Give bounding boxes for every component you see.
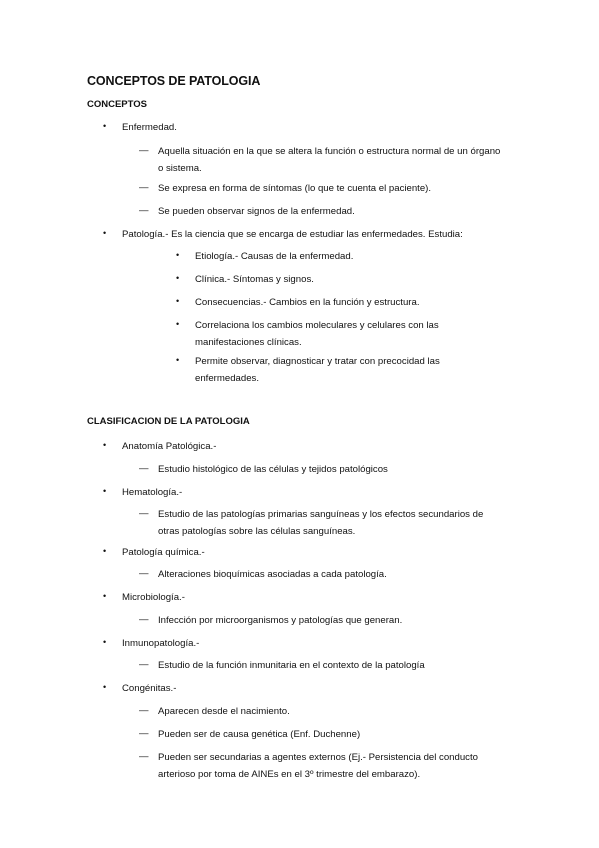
dash-icon: —: [139, 145, 149, 156]
sub-item: Se expresa en forma de síntomas (lo que te cuenta el paciente).: [158, 183, 432, 194]
bullet-icon: •: [176, 355, 180, 365]
list-item: Hematología.-: [122, 487, 183, 498]
sub-item: Consecuencias.- Cambios en la función y estructura.: [195, 297, 420, 308]
sub-item: Clínica.- Síntomas y signos.: [195, 274, 314, 285]
bullet-icon: •: [103, 228, 107, 238]
bullet-icon: •: [103, 486, 107, 496]
section-heading-clasificacion: CLASIFICACION DE LA PATOLOGIA: [87, 416, 250, 427]
bullet-icon: •: [176, 250, 180, 260]
dash-icon: —: [139, 728, 149, 739]
sub-item: Estudio de las patologías primarias sanguíneas y los efectos secundarios de otras patologías sobre las células sanguíneas.: [158, 509, 484, 537]
sub-item: Alteraciones bioquímicas asociadas a cada patología.: [158, 569, 387, 580]
sub-item: Estudio de la función inmunitaria en el contexto de la patología: [158, 660, 425, 671]
dash-icon: —: [139, 508, 149, 519]
bullet-icon: •: [103, 121, 107, 131]
sub-item: Se pueden observar signos de la enfermedad.: [158, 206, 355, 217]
bullet-icon: •: [103, 682, 107, 692]
bullet-icon: •: [103, 546, 107, 556]
list-item: Anatomía Patológica.-: [122, 441, 217, 452]
bullet-icon: •: [103, 591, 107, 601]
sub-item: Pueden ser secundarias a agentes externos (Ej.- Persistencia del conducto arterioso por toma de AINEs en el 3º trimestre del embarazo).: [158, 752, 478, 780]
list-item: Congénitas.-: [122, 683, 177, 694]
sub-item: Correlaciona los cambios moleculares y celulares con las manifestaciones clínicas.: [195, 320, 439, 348]
dash-icon: —: [139, 205, 149, 216]
bullet-icon: •: [103, 440, 107, 450]
dash-icon: —: [139, 705, 149, 716]
bullet-icon: •: [176, 296, 180, 306]
section-heading-conceptos: CONCEPTOS: [87, 99, 148, 110]
bullet-icon: •: [176, 319, 180, 329]
sub-item: Infección por microorganismos y patologías que generan.: [158, 615, 403, 626]
sub-item: Aparecen desde el nacimiento.: [158, 706, 290, 717]
dash-icon: —: [139, 751, 149, 762]
dash-icon: —: [139, 614, 149, 625]
list-item: Inmunopatología.-: [122, 638, 200, 649]
document-title: CONCEPTOS DE PATOLOGIA: [87, 74, 261, 88]
list-item: Microbiología.-: [122, 592, 185, 603]
sub-item: Permite observar, diagnosticar y tratar con precocidad las enfermedades.: [195, 356, 440, 384]
dash-icon: —: [139, 463, 149, 474]
list-item-enfermedad: Enfermedad.: [122, 122, 177, 133]
bullet-icon: •: [176, 273, 180, 283]
dash-icon: —: [139, 659, 149, 670]
sub-item: Aquella situación en la que se altera la función o estructura normal de un órgano o sistema.: [158, 146, 501, 174]
dash-icon: —: [139, 568, 149, 579]
dash-icon: —: [139, 182, 149, 193]
list-item: Patología química.-: [122, 547, 205, 558]
sub-item: Pueden ser de causa genética (Enf. Duchenne): [158, 729, 361, 740]
bullet-icon: •: [103, 637, 107, 647]
list-item-patologia: Patología.- Es la ciencia que se encarga de estudiar las enfermedades. Estudia:: [122, 229, 463, 240]
sub-item: Etiología.- Causas de la enfermedad.: [195, 251, 354, 262]
sub-item: Estudio histológico de las células y tejidos patológicos: [158, 464, 388, 475]
